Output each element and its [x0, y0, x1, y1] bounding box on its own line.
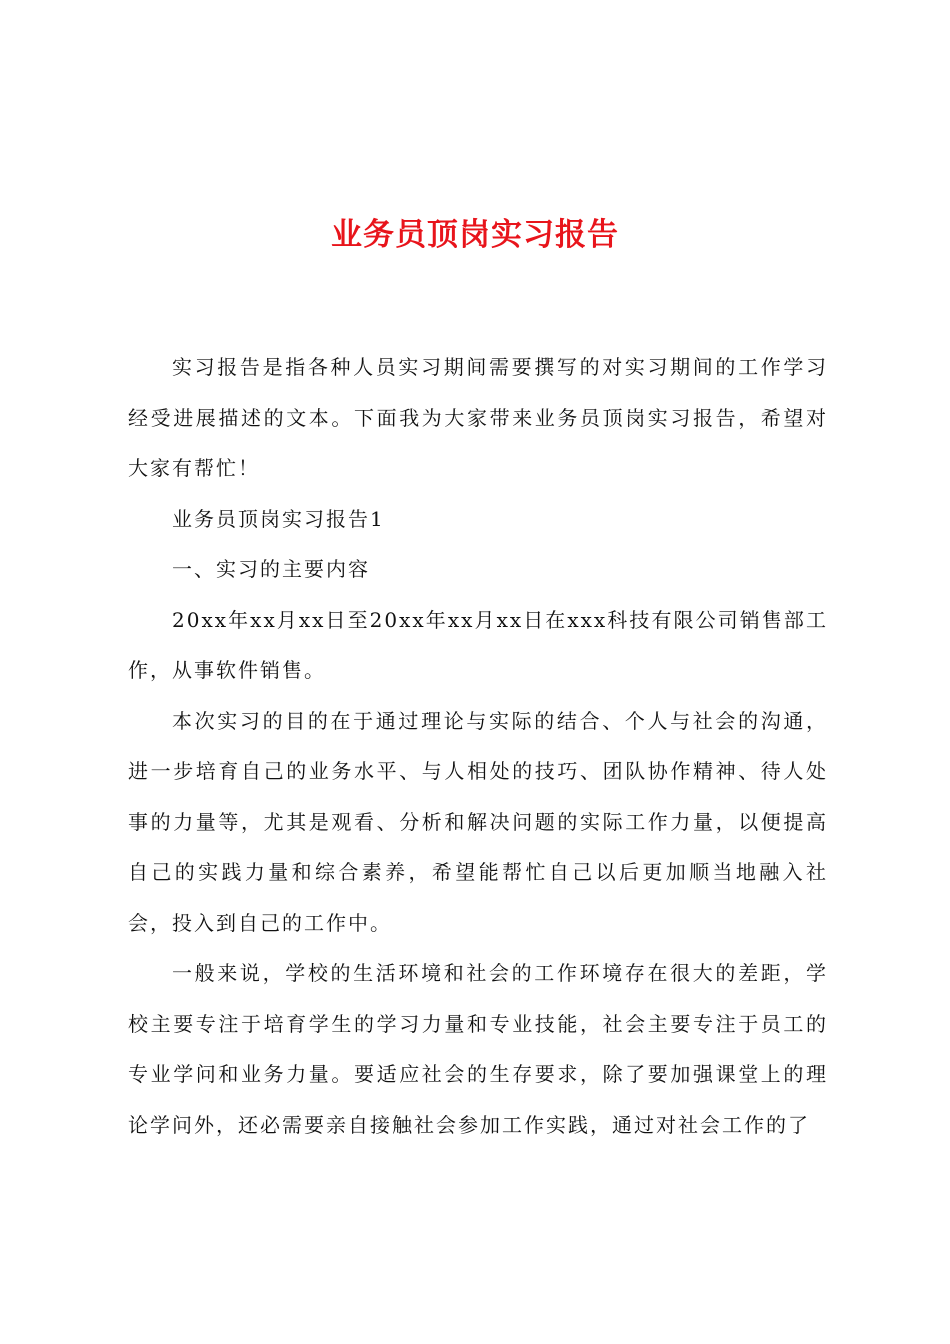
body-paragraph: 本次实习的目的在于通过理论与实际的结合、个人与社会的沟通，进一步培育自己的业务水平、与人相处的技巧、团队协作精神、待人处事的力量等，尤其是观看、分析和解决问题的实际工作力量，以便提高自己的实践力量和综合素养，希望能帮忙自己以后更加顺当地融入社会，投入到自己的工作中。: [128, 708, 828, 935]
document-body: [128, 342, 828, 1150]
section-heading: 一、实习的主要内容: [172, 557, 370, 581]
intro-paragraph: 实习报告是指各种人员实习期间需要撰写的对实习期间的工作学习经受进展描述的文本。下面我为大家带来业务员顶岗实习报告，希望对大家有帮忙！: [128, 355, 828, 480]
document-title: 业务员顶岗实习报告: [331, 217, 619, 253]
body-paragraph: 一般来说，学校的生活环境和社会的工作环境存在很大的差距，学校主要专注于培育学生的学习力量和专业技能，社会主要专注于员工的专业学问和业务力量。要适应社会的生存要求，除了要加强课堂上的理论学问外，还必需要亲自接触社会参加工作实践，通过对社会工作的了: [128, 961, 828, 1137]
body-paragraph: 20xx年xx月xx日至20xx年xx月xx日在xxx科技有限公司销售部工作，从事软件销售。: [128, 607, 828, 682]
report-heading: 业务员顶岗实习报告1: [172, 506, 385, 531]
